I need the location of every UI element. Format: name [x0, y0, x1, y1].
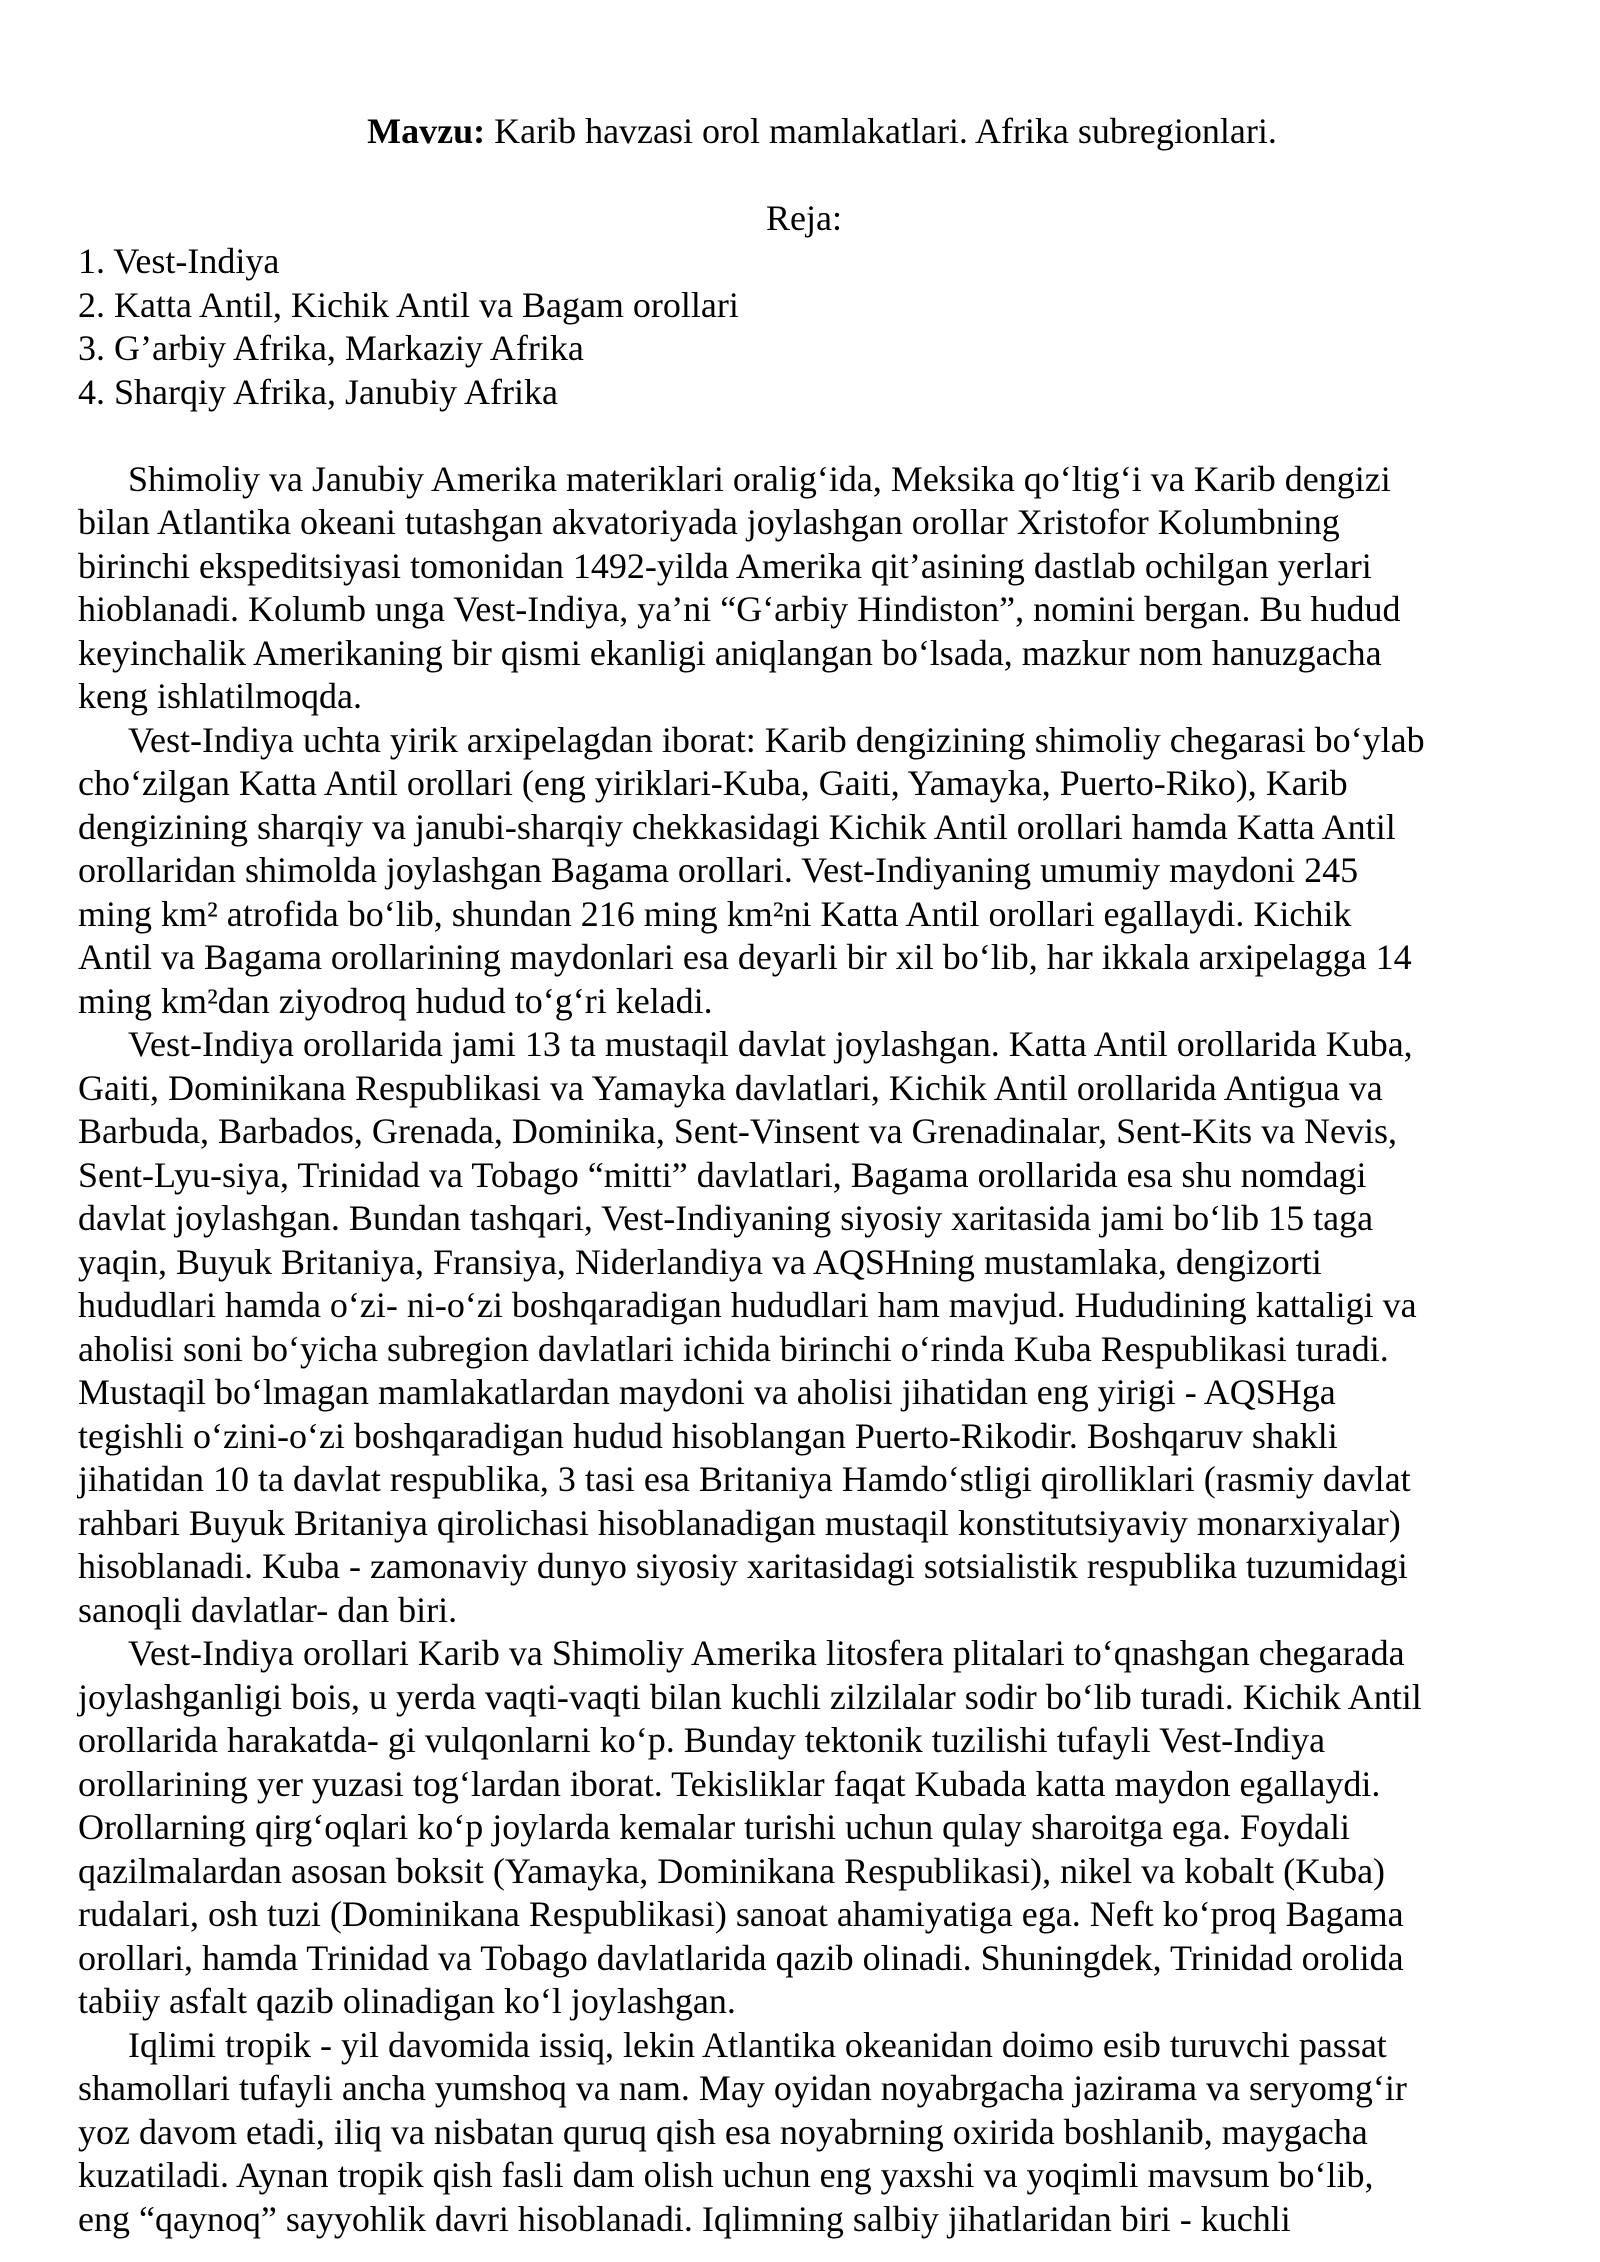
plan-item: 4. Sharqiy Afrika, Janubiy Afrika [78, 371, 558, 412]
text-line: bilan Atlantika okeani tutashgan akvatoriyada joylashgan orollar Xristofor Kolumbning [78, 502, 1340, 542]
text-line: Mustaqil bo‘lmagan mamlakatlardan maydoni va aholisi jihatidan eng yirigi - AQSHga [78, 1372, 1336, 1412]
text-line: joylashganligi bois, u yerda vaqti-vaqti bilan kuchli zilzilalar sodir bo‘lib turadi. Kichik Antil [78, 1676, 1422, 1717]
text-line: qazilmalardan asosan boksit (Yamayka, Dominikana Respublikasi), nikel va kobalt (Kuba) [78, 1850, 1386, 1891]
text-line: hududlari hamda o‘zi- ni-o‘zi boshqaradigan hududlari ham mavjud. Hududining kattaligi va [78, 1285, 1417, 1325]
text-line: hioblanadi. Kolumb unga Vest-Indiya, ya’ni “G‘arbiy Hindiston”, nomini bergan. Bu hudud [78, 589, 1401, 629]
text-line: davlat joylashgan. Bundan tashqari, Vest-Indiyaning siyosiy xaritasida jami bo‘lib 15 taga [78, 1198, 1374, 1238]
text-line: orollarida harakatda- gi vulqonlarni ko‘p. Bunday tektonik tuzilishi tufayli Vest-Indiya [78, 1720, 1326, 1760]
plan-heading: Reja: [766, 197, 842, 238]
text-line: orollari, hamda Trinidad va Tobago davlatlarida qazib olinadi. Shuningdek, Trinidad orolida [78, 1937, 1404, 1978]
paragraph [78, 1023, 1530, 1632]
plan-item: 3. G’arbiy Afrika, Markaziy Afrika [78, 328, 584, 368]
paragraph [78, 2024, 1530, 2242]
text-line: hisoblanadi. Kuba - zamonaviy dunyo siyosiy xaritasidagi sotsialistik respublika tuzumidagi [78, 1546, 1408, 1586]
text-line: aholisi soni bo‘yicha subregion davlatlari ichida birinchi o‘rinda Kuba Respublikasi turadi. [78, 1328, 1389, 1369]
text-line: Iqlimi tropik - yil davomida issiq, lekin Atlantika okeanidan doimo esib turuvchi passat [128, 2024, 1387, 2065]
text-line: birinchi ekspeditsiyasi tomonidan 1492-yilda Amerika qit’asining dastlab ochilgan yerlari [78, 545, 1372, 586]
document-body [78, 458, 1530, 2242]
document-title [78, 66, 1530, 197]
paragraph [78, 458, 1530, 719]
text-line: eng “qaynoq” sayyohlik davri hisoblanadi. Iqlimning salbiy jihatlaridan biri - kuchli [78, 2198, 1291, 2239]
paragraph [78, 1632, 1530, 2024]
text-line: tegishli o‘zini-o‘zi boshqaradigan hudud hisoblangan Puerto-Rikodir. Boshqaruv shakli [78, 1415, 1338, 1456]
text-line: rahbari Buyuk Britaniya qirolichasi hisoblanadigan mustaqil konstitutsiyaviy monarxiyalar) [78, 1502, 1401, 1543]
text-line: Antil va Bagama orollarining maydonlari esa deyarli bir xil bo‘lib, har ikkala arxipelagga 14 [78, 937, 1412, 977]
text-line: Orollarning qirg‘oqlari ko‘p joylarda kemalar turishi uchun qulay sharoitga ega. Foydali [78, 1807, 1351, 1847]
title-text: Karib havzasi orol mamlakatlari. Afrika subregionlari. [485, 110, 1277, 151]
text-line: shamollari tufayli ancha yumshoq va nam. May oyidan noyabrgacha jazirama va seryomg‘ir [78, 2068, 1407, 2108]
text-line: ming km² atrofida bo‘lib, shundan 216 ming km²ni Katta Antil orollari egallaydi. Kichik [78, 893, 1352, 934]
text-line: Vest-Indiya uchta yirik arxipelagdan iborat: Karib dengizining shimoliy chegarasi bo‘ylab [128, 719, 1425, 760]
plan-item: 1. Vest-Indiya [78, 241, 280, 281]
text-line: jihatidan 10 ta davlat respublika, 3 tasi esa Britaniya Hamdo‘stligi qirolliklari (rasmiy davlat [78, 1459, 1411, 1499]
text-line: Barbuda, Barbados, Grenada, Dominika, Sent-Vinsent va Grenadinalar, Sent-Kits va Nevis, [78, 1111, 1398, 1151]
text-line: Vest-Indiya orollari Karib va Shimoliy Amerika litosfera plitalari to‘qnashgan chegarada [128, 1633, 1405, 1673]
text-line: kuzatiladi. Aynan tropik qish fasli dam olish uchun eng yaxshi va yoqimli mavsum bo‘lib, [78, 2155, 1374, 2195]
text-line: rudalari, osh tuzi (Dominikana Respublikasi) sanoat ahamiyatiga ega. Neft ko‘proq Bagama [78, 1894, 1404, 1934]
text-line: tabiiy asfalt qazib olinadigan ko‘l joylashgan. [78, 1981, 736, 2021]
text-line: orollarining yer yuzasi tog‘lardan iborat. Tekisliklar faqat Kubada katta maydon egallaydi. [78, 1763, 1381, 1804]
text-line: sanoqli davlatlar- dan biri. [78, 1589, 458, 1630]
text-line: orollaridan shimolda joylashgan Bagama orollari. Vest-Indiyaning umumiy maydoni 245 [78, 850, 1359, 890]
text-line: ming km²dan ziyodroq hudud to‘g‘ri keladi. [78, 980, 713, 1021]
text-line: keng ishlatilmoqda. [78, 676, 362, 716]
text-line: Gaiti, Dominikana Respublikasi va Yamayka davlatlari, Kichik Antil orollarida Antigua va [78, 1067, 1383, 1108]
text-line: Sent-Lyu-siya, Trinidad va Tobago “mitti” davlatlari, Bagama orollarida esa shu nomdagi [78, 1154, 1367, 1195]
text-line: Vest-Indiya orollarida jami 13 ta mustaqil davlat joylashgan. Katta Antil orollarida Kuba, [128, 1024, 1413, 1064]
title-label: Mavzu: [367, 110, 486, 151]
plan-item: 2. Katta Antil, Kichik Antil va Bagam orollari [78, 284, 739, 325]
text-line: keyinchalik Amerikaning bir qismi ekanligi aniqlangan bo‘lsada, mazkur nom hanuzgacha [78, 632, 1382, 673]
text-line: dengizining sharqiy va janubi-sharqiy chekkasidagi Kichik Antil orollari hamda Katta Antil [78, 806, 1396, 847]
text-line: yoz davom etadi, iliq va nisbatan quruq qish esa noyabrning oxirida boshlanib, maygacha [78, 2111, 1368, 2152]
plan-list [78, 240, 1530, 414]
text-line: yaqin, Buyuk Britaniya, Fransiya, Niderlandiya va AQSHning mustamlaka, dengizorti [78, 1241, 1322, 1282]
text-line: cho‘zilgan Katta Antil orollari (eng yiriklari-Kuba, Gaiti, Yamayka, Puerto-Riko), Karib [78, 763, 1348, 803]
text-line: Shimoliy va Janubiy Amerika materiklari oralig‘ida, Meksika qo‘ltig‘i va Karib dengizi [128, 458, 1391, 499]
paragraph [78, 719, 1530, 1024]
